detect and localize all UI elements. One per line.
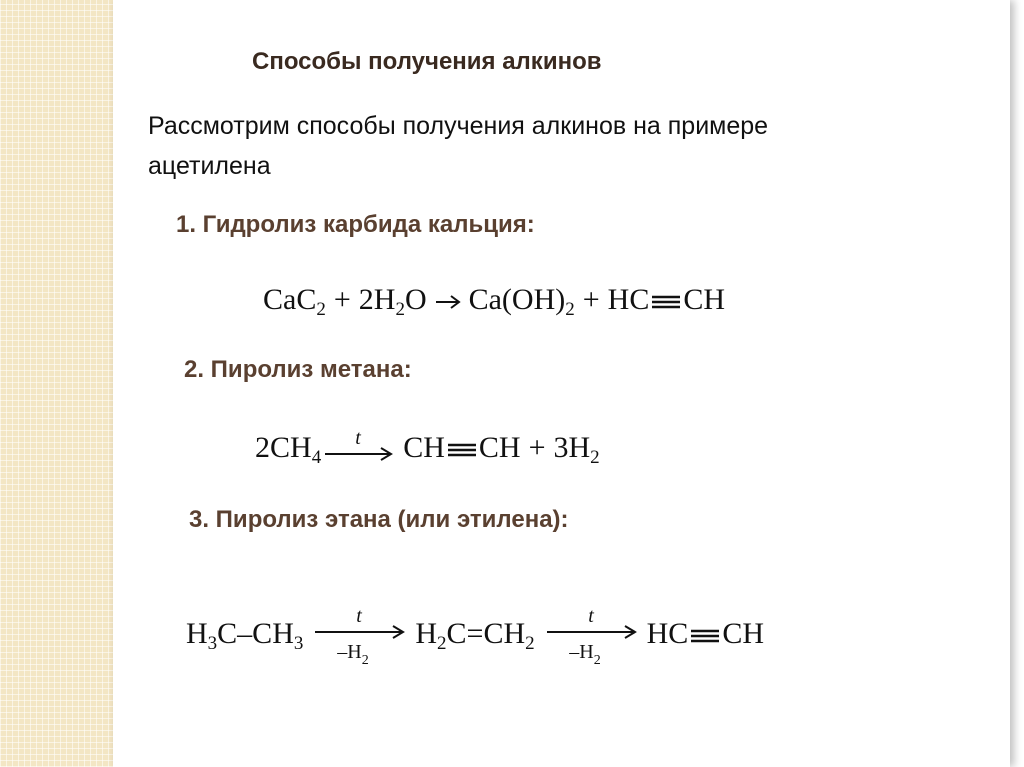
triple-bond [690, 628, 720, 644]
slide-title: Способы получения алкинов [252, 48, 602, 75]
reactant-calcium-carbide: CaC$_2$ [263, 283, 326, 320]
reactant-water: $2H_2O$ [358, 283, 427, 320]
product-acetylene: CH CH [403, 430, 521, 464]
method-heading-hydrolysis: 1. Гидролиз карбида кальция: [176, 211, 535, 238]
decorative-side-strip [0, 0, 113, 767]
equation-ethane-pyrolysis [186, 604, 764, 668]
plus-sign: + [528, 430, 546, 464]
intro-text: Рассмотрим способы получения алкинов на примере ацетилена [148, 112, 769, 180]
condition-temperature: t [356, 605, 363, 627]
reaction-arrow-with-heat [321, 430, 395, 470]
method-heading-ethane-pyrolysis: 3. Пиролиз этана (или этилена): [189, 506, 569, 533]
plus-sign: + [582, 283, 600, 316]
product-acetylene: HC CH [607, 283, 726, 316]
condition-minus-hydrogen: $-H_2$ [337, 641, 370, 668]
method-heading-methane-pyrolysis: 2. Пиролиз метана: [184, 356, 412, 383]
condition-temperature: t [355, 430, 361, 449]
condition-temperature: t [587, 605, 594, 627]
condition-minus-hydrogen: $-H_2$ [568, 641, 601, 668]
reaction-arrow-dehydrogenation-1 [311, 604, 407, 668]
triple-bond [651, 294, 681, 310]
equation-methane-pyrolysis [255, 430, 600, 470]
reactant-ethane: $H_3C-CH_3$ [186, 616, 304, 654]
triple-bond [447, 442, 477, 458]
reaction-arrow-dehydrogenation-2 [543, 604, 639, 668]
product-acetylene: HC CH [646, 616, 765, 650]
plus-sign: + [333, 283, 351, 316]
reaction-arrow [435, 294, 461, 310]
reactant-methane: $2CH_4$ [255, 430, 322, 468]
product-calcium-hydroxide: $Ca(OH)_2$ [468, 283, 575, 320]
equation-hydrolysis [263, 283, 726, 320]
product-hydrogen: $3H_2$ [553, 430, 600, 468]
product-ethylene: $H_2C=CH_2$ [415, 616, 535, 654]
